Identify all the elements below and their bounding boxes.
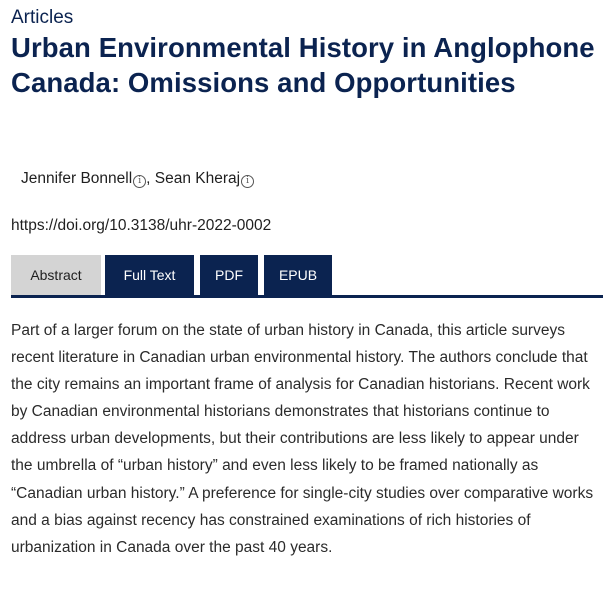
author-name-bonnell[interactable]: Jennifer Bonnell — [21, 170, 133, 187]
tab-pdf[interactable]: PDF — [200, 255, 258, 295]
tab-underline-rule — [11, 295, 603, 298]
article-title: Urban Environmental History in Anglophone Canada: Omissions and Opportunities — [11, 32, 595, 98]
doi-link[interactable]: https://doi.org/10.3138/uhr-2022-0002 — [11, 217, 272, 234]
author-separator: , — [146, 170, 155, 187]
format-tabs — [11, 255, 603, 298]
author-name-kheraj[interactable]: Sean Kheraj — [154, 170, 241, 187]
info-circle-icon[interactable]: i — [241, 175, 254, 188]
author-list — [21, 168, 254, 190]
tab-abstract[interactable]: Abstract — [11, 255, 101, 295]
section-label[interactable]: Articles — [11, 7, 74, 28]
info-circle-icon[interactable]: i — [133, 175, 146, 188]
abstract-text: Part of a larger forum on the state of urban history in Canada, this article surveys recent literature in Canadian urban environmental history. The authors conclude that the city remains an important frame of analysis for Canadian historians. Recent work by Canadian environmental historians demonstrates that historians continue to address urban developments, but their contributions are less likely to appear under the umbrella of “urban history” and even less likely to be framed nationally as “Canadian urban history.” A preference for single-city studies over comparative works and a bias against recency has constrained examinations of rich histories of urbanization in Canada over the past 40 years. — [11, 322, 594, 556]
tab-epub[interactable]: EPUB — [264, 255, 332, 295]
tab-full-text[interactable]: Full Text — [105, 255, 194, 295]
